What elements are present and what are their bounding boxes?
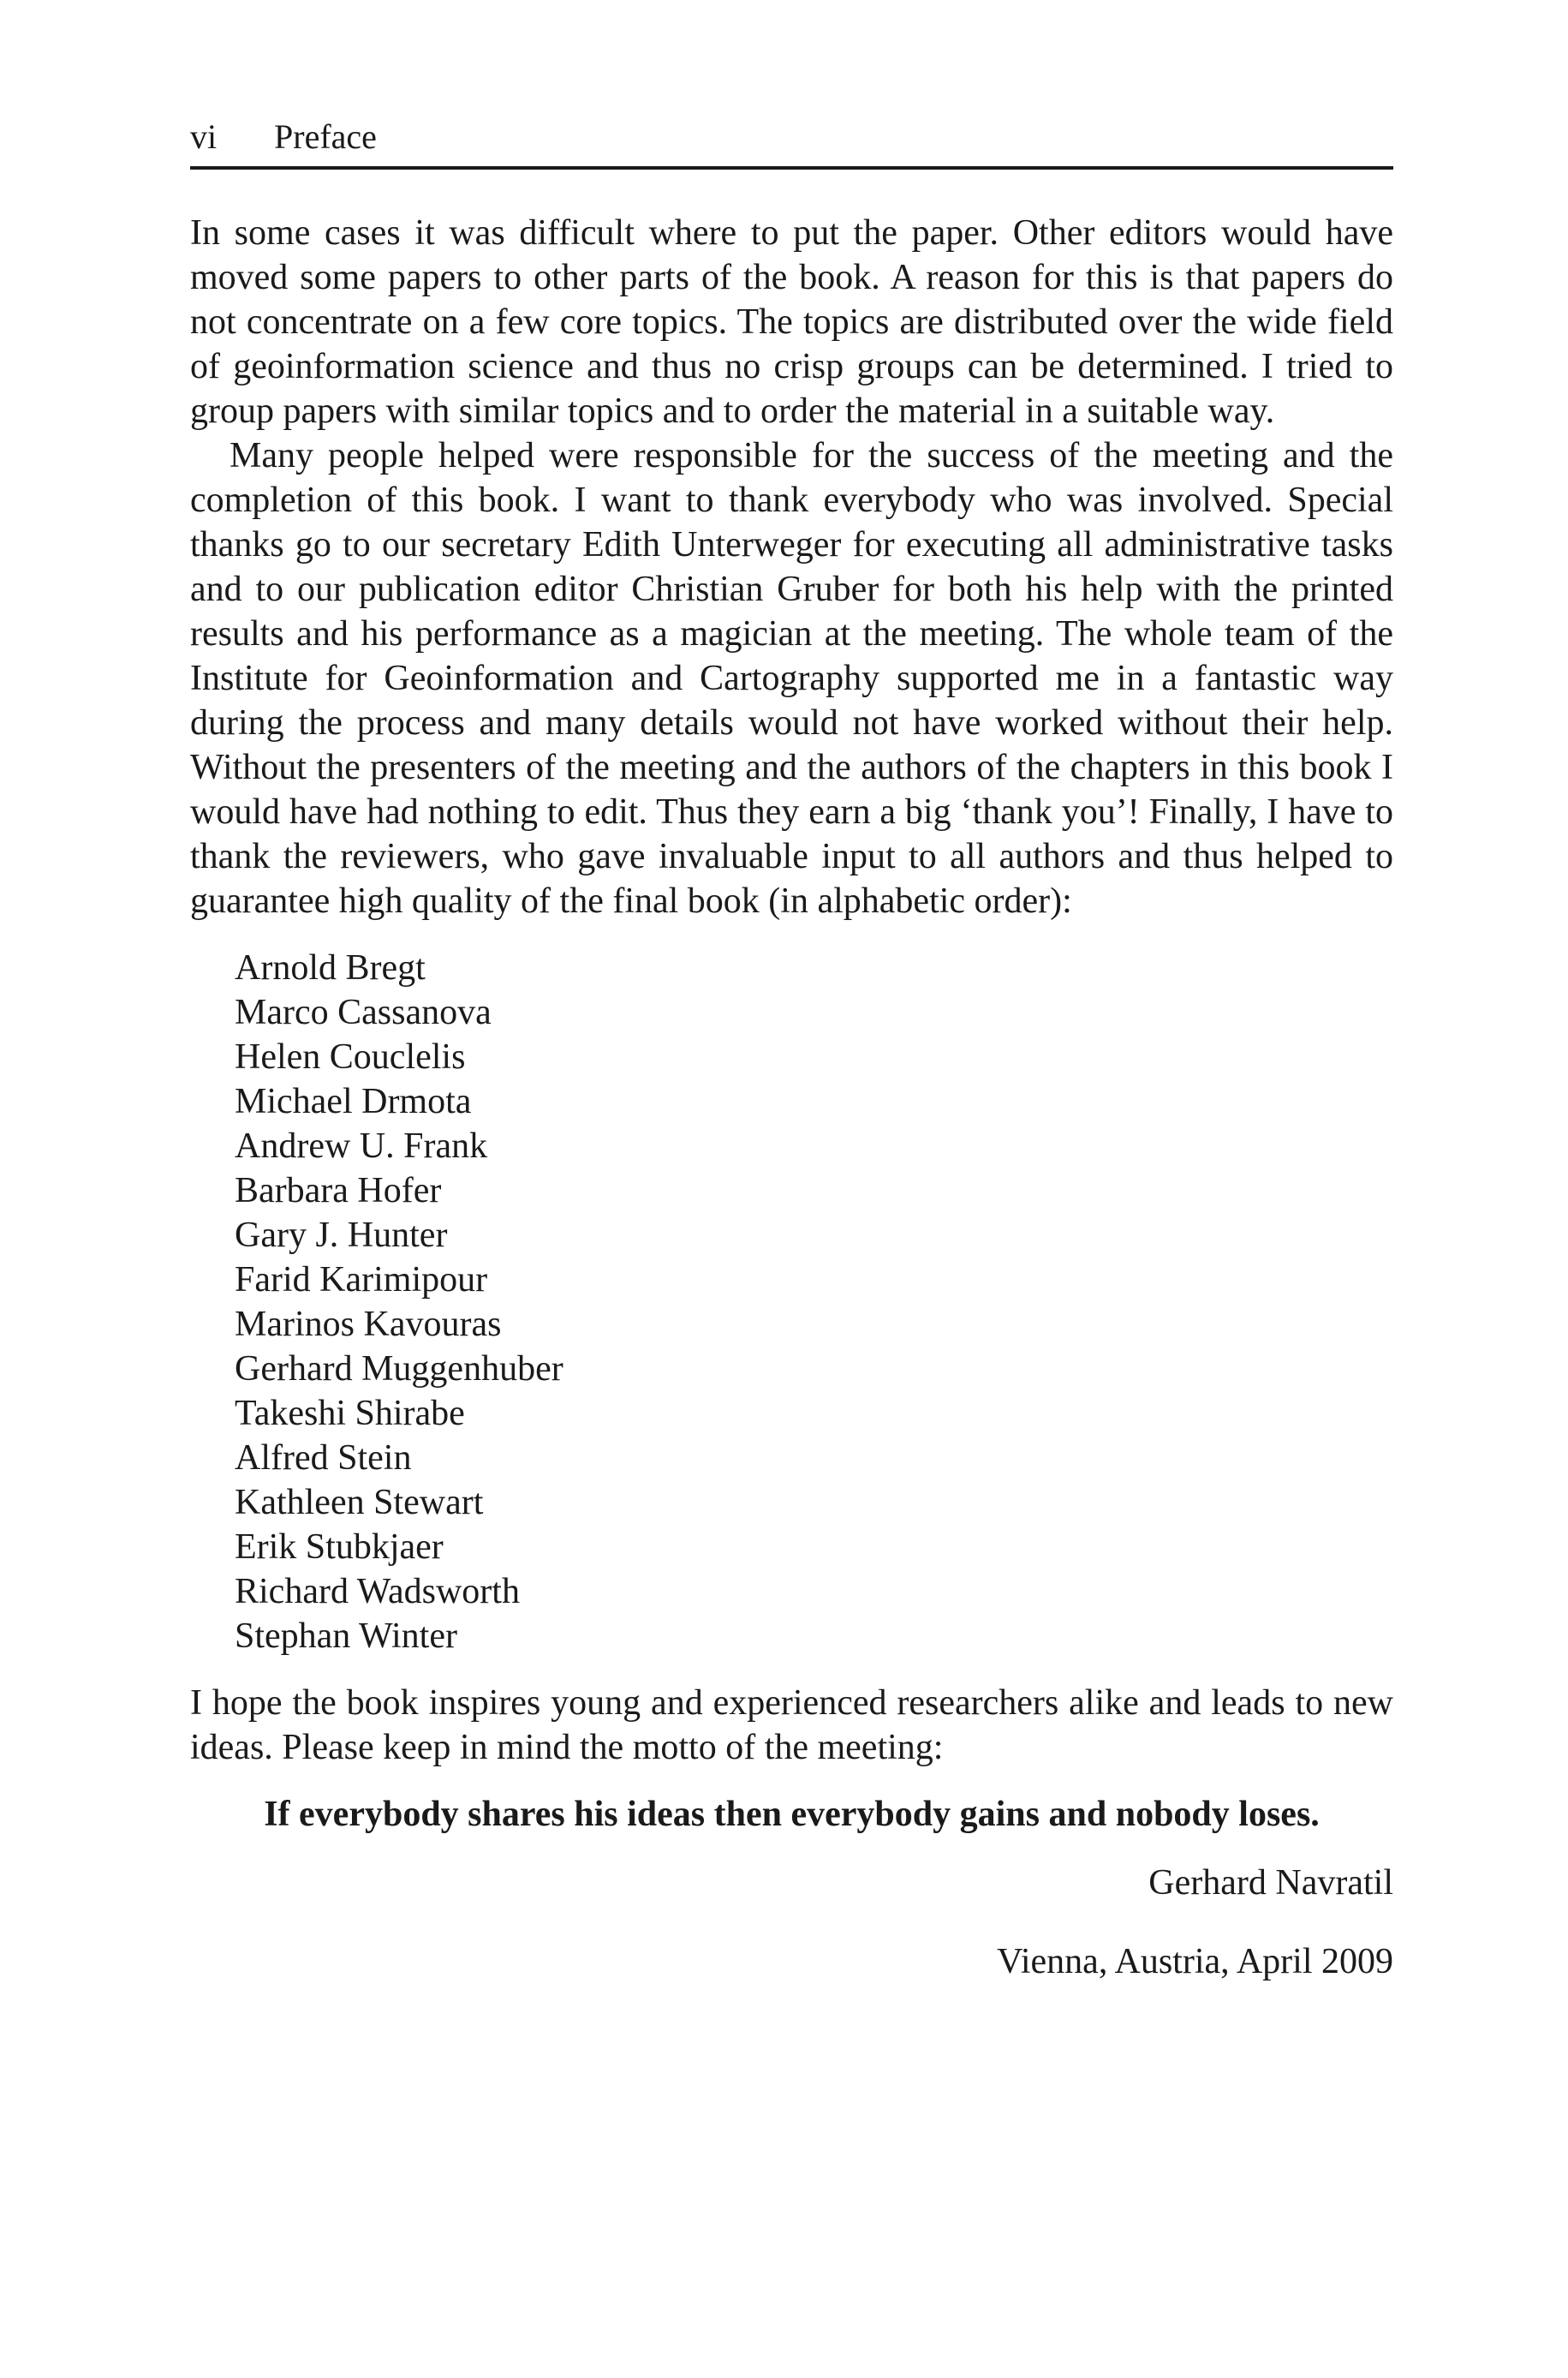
place-and-date: Vienna, Austria, April 2009 xyxy=(997,1942,1393,1981)
reviewer-name: Kathleen Stewart xyxy=(235,1483,484,1522)
reviewer-name: Michael Drmota xyxy=(235,1082,472,1121)
preface-body xyxy=(190,211,1393,1984)
reviewer-name: Takeshi Shirabe xyxy=(235,1394,465,1433)
reviewer-name: Andrew U. Frank xyxy=(235,1126,488,1166)
reviewer-name: Gary J. Hunter xyxy=(235,1216,448,1255)
reviewer-name: Gerhard Muggenhuber xyxy=(235,1349,563,1389)
reviewer-name: Erik Stubkjaer xyxy=(235,1527,444,1567)
paragraph-paper-grouping: In some cases it was difficult where to put the paper. Other editors would have moved some papers to other parts of the book. A reason for this is that papers do not concentrate on a few core topics. The topics are distributed over the wide field of geoinformation science and thus no crisp groups can be determined. I tried to group papers with similar topics and to order the material in a suitable way. xyxy=(190,213,1393,431)
paragraph-closing: I hope the book inspires young and experienced researchers alike and leads to new ideas. Please keep in mind the motto of the meeting: xyxy=(190,1683,1393,1767)
author-signature: Gerhard Navratil xyxy=(1148,1863,1393,1903)
paragraph-acknowledgements: Many people helped were responsible for the success of the meeting and the completion of this book. I want to thank everybody who was involved. Special thanks go to our secretary Edith Unterweger for executing all administrative tasks and to our publication editor Christian Gruber for both his help with the printed results and his performance as a magician at the meeting. The whole team of the Institute for Geoinformation and Cartography supported me in a fantastic way during the process and many details would not have worked without their help. Without the presenters of the meeting and the authors of the chapters in this book I would have had nothing to edit. Thus they earn a big ‘thank you’! Finally, I have to thank the reviewers, who gave invaluable input to all authors and thus helped to guarantee high quality of the final book (in alphabetic order): xyxy=(190,436,1393,921)
reviewer-name: Arnold Bregt xyxy=(235,948,426,988)
reviewer-name: Alfred Stein xyxy=(235,1438,412,1478)
reviewer-name: Marinos Kavouras xyxy=(235,1305,502,1344)
running-head xyxy=(190,117,1393,170)
book-page xyxy=(190,117,1393,1984)
reviewer-name: Barbara Hofer xyxy=(235,1171,442,1210)
reviewer-name: Marco Cassanova xyxy=(235,993,492,1032)
section-title: Preface xyxy=(274,117,377,156)
reviewer-name: Richard Wadsworth xyxy=(235,1572,520,1611)
reviewer-name: Stephan Winter xyxy=(235,1616,457,1656)
reviewer-name: Helen Couclelis xyxy=(235,1037,466,1077)
page-number: vi xyxy=(190,117,218,156)
reviewer-name: Farid Karimipour xyxy=(235,1260,488,1300)
meeting-motto: If everybody shares his ideas then everybody gains and nobody loses. xyxy=(264,1795,1320,1834)
reviewer-list xyxy=(235,946,1393,1658)
